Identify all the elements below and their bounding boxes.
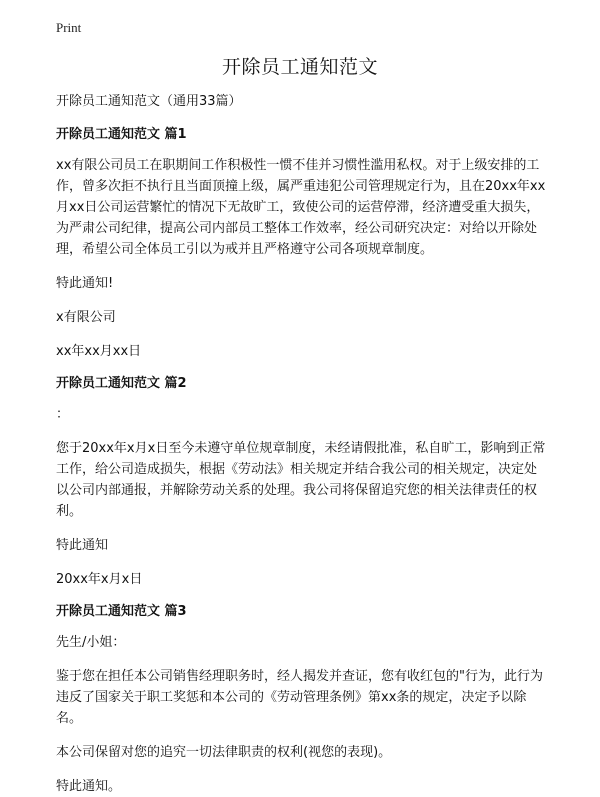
- document-subtitle: 开除员工通知范文（通用33篇）: [56, 94, 242, 109]
- section-3-salutation: 先生/小姐：: [56, 635, 126, 650]
- section-2-closing: 特此通知: [56, 538, 109, 553]
- section-heading-3: 开除员工通知范文 篇3: [56, 604, 187, 619]
- document-body: [56, 91, 546, 797]
- section-2-body: 您于20xx年x月x日至今未遵守单位规章制度，未经请假批准，私自旷工，影响到正常工作，给公司造成损失，根据《劳动法》相关规定并结合我公司的相关规定，决定处以公司内部通报，并解除劳动关系的处理。我公司将保留追究您的相关法律责任的权利。: [56, 441, 546, 519]
- section-2-date: 20xx年x月x日: [56, 572, 143, 587]
- section-1-body: xx有限公司员工在职期间工作积极性一惯不佳并习惯性滥用私权。对于上级安排的工作，曾多次拒不执行且当面顶撞上级，属严重违犯公司管理规定行为，且在20xx年xx月xx日公司运营繁忙的情况下无故旷工，致使公司的运营停滞，经济遭受重大损失，为严肃公司纪律，提高公司内部员工整体工作效率，经公司研究决定：对给以开除处理，希望公司全体员工引以为戒并且严格遵守公司各项规章制度。: [56, 158, 546, 257]
- section-3-body: 鉴于您在担任本公司销售经理职务时，经人揭发并查证，您有收红包的"行为，此行为违反了国家关于职工奖惩和本公司的《劳动管理条例》第xx条的规定，决定予以除名。: [56, 669, 543, 726]
- document-title: 开除员工通知范文: [221, 56, 378, 78]
- section-1-date: xx年xx月xx日: [56, 344, 142, 359]
- section-heading-2: 开除员工通知范文 篇2: [56, 376, 187, 391]
- section-1-closing: 特此通知!: [56, 276, 114, 291]
- section-2-salutation: ：: [56, 407, 70, 422]
- print-link[interactable]: Print: [56, 20, 82, 35]
- section-3-reservation: 本公司保留对您的追究一切法律职责的权利(视您的表现)。: [56, 745, 392, 760]
- section-3-closing: 特此通知。: [56, 779, 122, 794]
- section-heading-1: 开除员工通知范文 篇1: [56, 127, 187, 142]
- section-1-company: x有限公司: [56, 310, 116, 325]
